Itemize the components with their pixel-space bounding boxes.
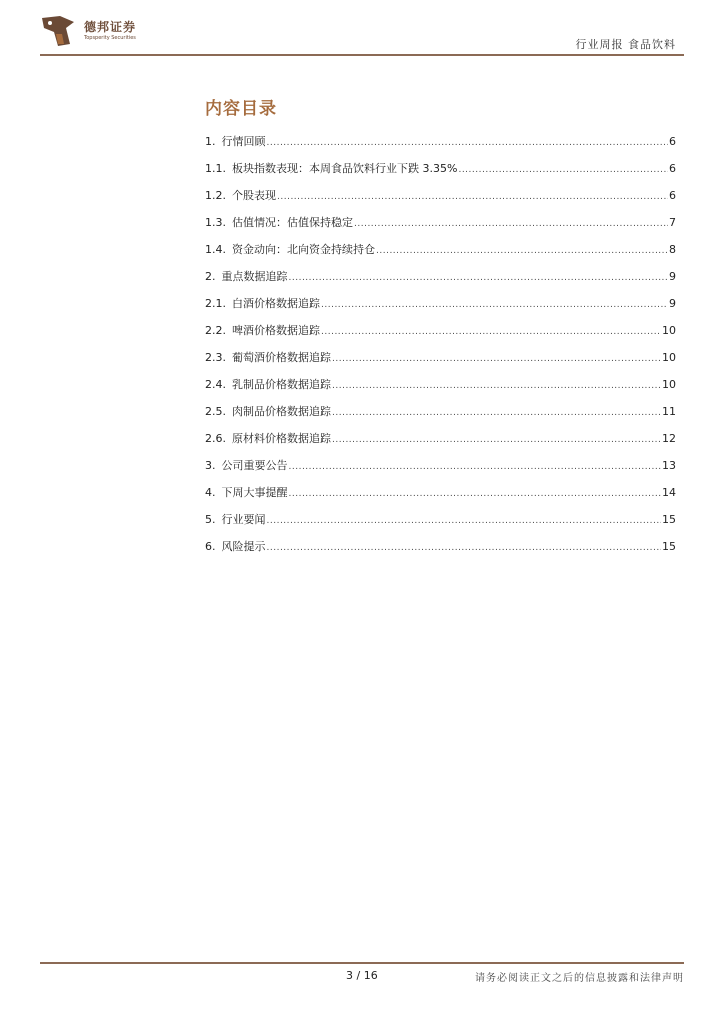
toc-entry-page: 15 — [662, 513, 676, 526]
toc-entry[interactable] — [205, 430, 680, 457]
toc-entry[interactable] — [205, 484, 680, 511]
toc-entry[interactable] — [205, 457, 680, 484]
page-header — [0, 0, 724, 60]
toc-entry-label: 公司重要公告 — [221, 459, 288, 472]
toc-dot-leader — [267, 516, 662, 526]
toc-entry-page: 8 — [669, 243, 676, 256]
toc-entry[interactable] — [205, 349, 680, 376]
toc-entry-page: 6 — [669, 135, 676, 148]
toc-entry-label: 乳制品价格数据追踪 — [232, 378, 331, 391]
toc-entry[interactable] — [205, 133, 680, 160]
toc-entry-page: 13 — [662, 459, 676, 472]
toc-entry-number: 5. — [205, 513, 216, 526]
toc-entry-number: 4. — [205, 486, 216, 499]
toc-entry[interactable] — [205, 538, 680, 565]
company-logo — [40, 14, 150, 48]
logo-mark-icon — [40, 14, 76, 48]
toc-entry-page: 9 — [669, 270, 676, 283]
toc-entry-label: 重点数据追踪 — [221, 270, 288, 283]
toc-entry[interactable] — [205, 403, 680, 430]
toc-entry-page: 9 — [669, 297, 676, 310]
toc-entry-label: 板块指数表现：本周食品饮料行业下跌 3.35% — [232, 162, 458, 175]
toc-entry-page: 14 — [662, 486, 676, 499]
toc-entry[interactable] — [205, 160, 680, 187]
toc-entry-label: 估值情况：估值保持稳定 — [232, 216, 353, 229]
toc-entry-number: 1.3. — [205, 216, 226, 229]
toc-dot-leader — [354, 219, 668, 229]
toc-entry-number: 2.5. — [205, 405, 226, 418]
toc-entry-label: 葡萄酒价格数据追踪 — [232, 351, 331, 364]
toc-dot-leader — [267, 138, 669, 148]
toc-entry-page: 10 — [662, 378, 676, 391]
toc-entry-page: 10 — [662, 324, 676, 337]
page-number: 3 / 16 — [346, 969, 378, 982]
footer-divider — [40, 962, 684, 964]
toc-entry[interactable] — [205, 295, 680, 322]
toc-entry[interactable] — [205, 268, 680, 295]
toc-entry-page: 15 — [662, 540, 676, 553]
toc-dot-leader — [332, 408, 661, 418]
toc-entry-page: 10 — [662, 351, 676, 364]
toc-entry-number: 2.3. — [205, 351, 226, 364]
toc-dot-leader — [332, 354, 661, 364]
toc-entry-number: 3. — [205, 459, 216, 472]
toc-entry-page: 7 — [669, 216, 676, 229]
logo-english-name: Topsperity Securities — [84, 35, 136, 41]
toc-entry-page: 11 — [662, 405, 676, 418]
toc-dot-leader — [289, 273, 669, 283]
toc-entry-label: 原材料价格数据追踪 — [232, 432, 331, 445]
toc-entry[interactable] — [205, 214, 680, 241]
toc-dot-leader — [267, 543, 662, 553]
toc-entry-page: 6 — [669, 162, 676, 175]
toc-entry[interactable] — [205, 376, 680, 403]
toc-entry-label: 肉制品价格数据追踪 — [232, 405, 331, 418]
toc-entry-number: 2. — [205, 270, 216, 283]
toc-entry[interactable] — [205, 241, 680, 268]
toc-dot-leader — [376, 246, 668, 256]
toc-entry-label: 资金动向：北向资金持续持仓 — [232, 243, 375, 256]
toc-dot-leader — [289, 489, 662, 499]
toc-entry[interactable] — [205, 511, 680, 538]
toc-dot-leader — [332, 435, 661, 445]
toc-entry-label: 行情回顾 — [221, 135, 266, 148]
toc-entry-number: 1.4. — [205, 243, 226, 256]
toc-entry-number: 1. — [205, 135, 216, 148]
toc-entry-number: 2.1. — [205, 297, 226, 310]
toc-entry-page: 6 — [669, 189, 676, 202]
toc-dot-leader — [321, 300, 668, 310]
legal-disclaimer: 请务必阅读正文之后的信息披露和法律声明 — [475, 973, 684, 984]
toc-entry-page: 12 — [662, 432, 676, 445]
toc-entry-number: 2.4. — [205, 378, 226, 391]
toc-entry-label: 行业要闻 — [221, 513, 266, 526]
toc-dot-leader — [321, 327, 661, 337]
logo-chinese-name: 德邦证券 — [84, 20, 137, 34]
header-divider — [40, 54, 684, 56]
toc-entry-label: 个股表现 — [232, 189, 276, 202]
table-of-contents — [205, 133, 680, 565]
toc-entry-number: 2.2. — [205, 324, 226, 337]
toc-title: 内容目录 — [205, 99, 277, 119]
toc-dot-leader — [289, 462, 662, 472]
toc-dot-leader — [458, 165, 668, 175]
toc-entry[interactable] — [205, 322, 680, 349]
toc-entry-label: 风险提示 — [221, 540, 266, 553]
toc-entry-number: 1.2. — [205, 189, 226, 202]
toc-entry[interactable] — [205, 187, 680, 214]
report-category: 行业周报 食品饮料 — [575, 38, 676, 51]
toc-entry-label: 白酒价格数据追踪 — [232, 297, 320, 310]
toc-entry-number: 1.1. — [205, 162, 226, 175]
toc-dot-leader — [332, 381, 661, 391]
toc-entry-number: 6. — [205, 540, 216, 553]
toc-entry-number: 2.6. — [205, 432, 226, 445]
toc-entry-label: 啤酒价格数据追踪 — [232, 324, 320, 337]
toc-entry-label: 下周大事提醒 — [221, 486, 288, 499]
toc-dot-leader — [277, 192, 668, 202]
